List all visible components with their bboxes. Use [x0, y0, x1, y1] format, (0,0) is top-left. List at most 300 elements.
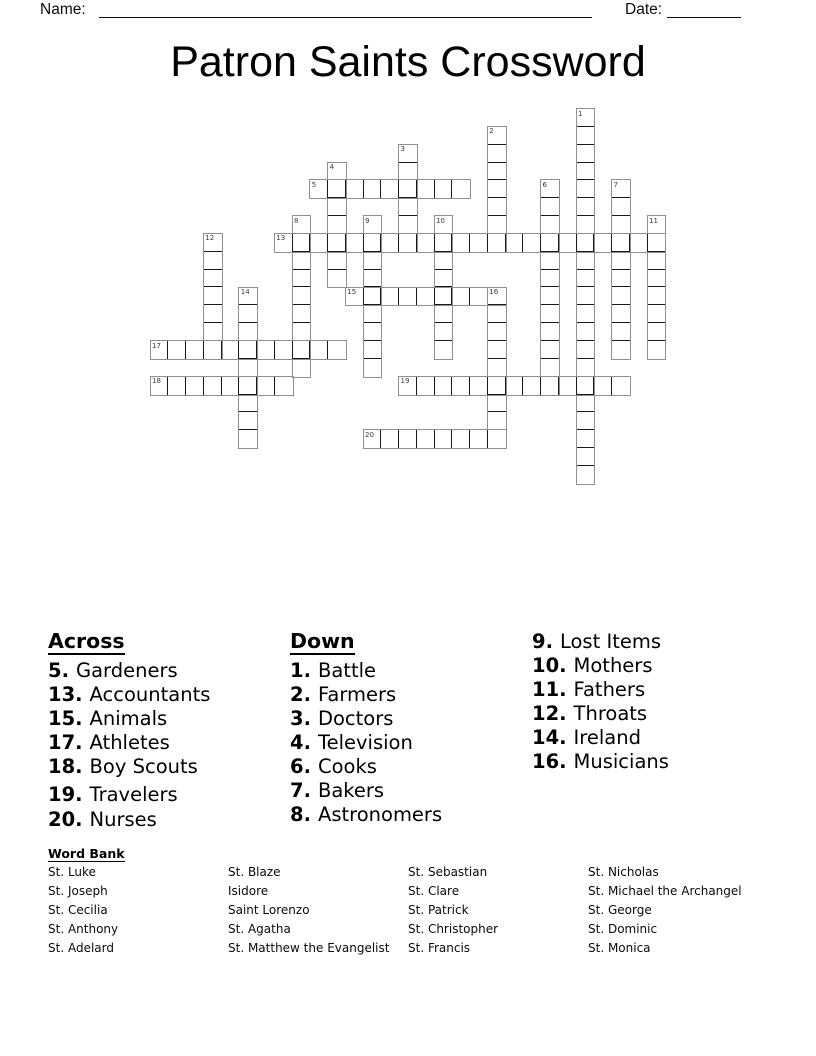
grid-cell-r6-c8[interactable]	[293, 216, 311, 234]
grid-cell-r15-c16[interactable]	[435, 377, 453, 395]
grid-cell-number: 10	[436, 216, 445, 225]
grid-cell-r7-c18[interactable]	[470, 234, 488, 252]
grid-cell-r18-c12[interactable]	[364, 430, 382, 448]
grid-cell-r14-c19[interactable]	[488, 359, 506, 377]
grid-cell-r8-c22[interactable]	[541, 252, 559, 270]
clue-18	[48, 755, 290, 779]
grid-cell-r7-c19[interactable]	[488, 234, 506, 252]
grid-cell-r6-c24[interactable]	[577, 216, 595, 234]
down-clues-column	[290, 629, 532, 827]
grid-cell-number: 16	[489, 288, 499, 296]
grid-cell-r14-c22[interactable]	[541, 359, 559, 377]
grid-cell-r7-c17[interactable]	[452, 234, 470, 252]
grid-cell-r17-c19[interactable]	[488, 412, 506, 430]
grid-cell-r7-c16[interactable]	[435, 234, 453, 252]
grid-cell-r4-c17[interactable]	[452, 180, 470, 198]
grid-cell-r10-c17[interactable]	[452, 288, 470, 306]
grid-cell-number: 3	[400, 145, 405, 154]
grid-cell-r9-c28[interactable]	[648, 270, 666, 288]
down-clue-list-continued	[532, 630, 774, 774]
clue-text: Ireland	[573, 726, 641, 749]
word-bank-item: St. Christopher	[408, 921, 499, 936]
grid-cell-r13-c0[interactable]	[151, 341, 169, 359]
word-15-across	[345, 287, 507, 307]
clue-number: 14.	[532, 726, 567, 749]
grid-cell-r18-c18[interactable]	[470, 430, 488, 448]
grid-cell-r11-c26[interactable]	[612, 305, 630, 323]
word-20-across	[363, 429, 507, 449]
word-bank-item: St. Dominic	[588, 921, 658, 936]
grid-cell-r10-c15[interactable]	[417, 288, 435, 306]
grid-cell-r7-c12[interactable]	[364, 234, 382, 252]
grid-cell-r13-c4[interactable]	[222, 341, 240, 359]
word-5-across	[309, 179, 471, 199]
grid-cell-r12-c22[interactable]	[541, 323, 559, 341]
grid-cell-r5-c10[interactable]	[328, 198, 346, 216]
clue-number: 15.	[48, 707, 83, 730]
grid-cell-r12-c19[interactable]	[488, 323, 506, 341]
word-bank-item: St. Blaze	[228, 865, 281, 879]
grid-cell-r4-c9[interactable]	[310, 180, 328, 198]
clue-text: Astronomers	[317, 803, 443, 826]
word-bank-column-1	[48, 863, 233, 958]
word-14-down	[238, 287, 258, 450]
word-7-down	[611, 179, 631, 359]
word-16-down	[487, 287, 507, 450]
grid-cell-r8-c28[interactable]	[648, 252, 666, 270]
word-bank-item: St. Matthew the Evangelist	[228, 940, 390, 955]
grid-cell-r4-c11[interactable]	[346, 180, 364, 198]
grid-cell-r15-c5[interactable]	[239, 377, 257, 395]
grid-cell-r17-c24[interactable]	[577, 412, 595, 430]
grid-cell-r7-c9[interactable]	[310, 234, 328, 252]
clue-number: 20.	[48, 808, 83, 831]
grid-cell-r8-c26[interactable]	[612, 252, 630, 270]
grid-cell-r4-c22[interactable]	[541, 180, 559, 198]
word-19-across	[398, 376, 631, 396]
grid-cell-r7-c8[interactable]	[293, 234, 311, 252]
clue-text: Nurses	[89, 808, 157, 831]
grid-cell-r15-c25[interactable]	[594, 377, 612, 395]
grid-cell-r12-c26[interactable]	[612, 323, 630, 341]
grid-cell-r4-c24[interactable]	[577, 180, 595, 198]
grid-cell-r2-c19[interactable]	[488, 145, 506, 163]
clue-text: Gardeners	[75, 659, 178, 682]
word-bank-item: St. Cecilia	[48, 902, 108, 917]
word-18-across	[150, 376, 294, 396]
grid-cell-r4-c16[interactable]	[435, 180, 453, 198]
grid-cell-r11-c16[interactable]	[435, 305, 453, 323]
grid-cell-r9-c22[interactable]	[541, 270, 559, 288]
grid-cell-r11-c28[interactable]	[648, 305, 666, 323]
grid-cell-r7-c11[interactable]	[346, 234, 364, 252]
grid-cell-r12-c3[interactable]	[204, 323, 222, 341]
grid-cell-r1-c24[interactable]	[577, 127, 595, 145]
grid-cell-r6-c14[interactable]	[399, 216, 417, 234]
grid-cell-r1-c19[interactable]	[488, 127, 506, 145]
grid-cell-r9-c16[interactable]	[435, 270, 453, 288]
grid-cell-r5-c14[interactable]	[399, 198, 417, 216]
grid-cell-r2-c14[interactable]	[399, 145, 417, 163]
clue-20	[48, 808, 290, 832]
grid-cell-r7-c15[interactable]	[417, 234, 435, 252]
clue-text: Boy Scouts	[89, 755, 198, 778]
grid-cell-r15-c20[interactable]	[506, 377, 524, 395]
grid-cell-r15-c24[interactable]	[577, 377, 595, 395]
grid-cell-r14-c12[interactable]	[364, 359, 382, 377]
grid-cell-number: 4	[329, 163, 334, 172]
grid-cell-r9-c8[interactable]	[293, 270, 311, 288]
grid-cell-r12-c8[interactable]	[293, 323, 311, 341]
clue-8	[290, 803, 532, 827]
grid-cell-number: 1	[578, 109, 583, 118]
grid-cell-r15-c3[interactable]	[204, 377, 222, 395]
grid-cell-r5-c26[interactable]	[612, 198, 630, 216]
grid-cell-r0-c24[interactable]	[577, 109, 595, 127]
grid-cell-r17-c5[interactable]	[239, 412, 257, 430]
grid-cell-r6-c28[interactable]	[648, 216, 666, 234]
grid-cell-r10-c26[interactable]	[612, 287, 630, 305]
clue-text: Travelers	[89, 783, 178, 806]
crossword-grid	[0, 0, 816, 520]
grid-cell-r10-c13[interactable]	[381, 288, 399, 306]
word-bank-item: St. Agatha	[228, 921, 291, 936]
grid-cell-r10-c28[interactable]	[648, 287, 666, 305]
grid-cell-r13-c8[interactable]	[293, 341, 311, 359]
grid-cell-r4-c12[interactable]	[364, 180, 382, 198]
grid-cell-r10-c5[interactable]	[239, 288, 257, 306]
grid-cell-r2-c24[interactable]	[577, 145, 595, 163]
grid-cell-r3-c24[interactable]	[577, 163, 595, 181]
grid-cell-r7-c24[interactable]	[577, 234, 595, 252]
clue-number: 8.	[290, 803, 311, 826]
grid-cell-r7-c28[interactable]	[648, 234, 666, 252]
grid-cell-r15-c19[interactable]	[488, 377, 506, 395]
grid-cell-r13-c6[interactable]	[257, 341, 275, 359]
grid-cell-r13-c28[interactable]	[648, 341, 666, 359]
grid-cell-r14-c5[interactable]	[239, 359, 257, 377]
grid-cell-r7-c14[interactable]	[399, 234, 417, 252]
grid-cell-r18-c15[interactable]	[417, 430, 435, 448]
grid-cell-r15-c2[interactable]	[186, 377, 204, 395]
grid-cell-number: 9	[365, 216, 370, 225]
grid-cell-r14-c8[interactable]	[293, 359, 311, 377]
grid-cell-r7-c21[interactable]	[523, 234, 541, 252]
clue-number: 12.	[532, 702, 567, 725]
grid-cell-r7-c20[interactable]	[506, 234, 524, 252]
grid-cell-r18-c13[interactable]	[381, 430, 399, 448]
word-1-down	[576, 108, 596, 485]
grid-cell-r7-c23[interactable]	[559, 234, 577, 252]
grid-cell-r8-c24[interactable]	[577, 252, 595, 270]
clue-number: 10.	[532, 654, 567, 677]
across-clue-list	[48, 659, 290, 832]
grid-cell-r13-c9[interactable]	[310, 341, 328, 359]
grid-cell-r14-c24[interactable]	[577, 359, 595, 377]
grid-cell-r9-c10[interactable]	[328, 270, 346, 288]
grid-cell-number: 20	[365, 430, 374, 439]
grid-cell-r18-c16[interactable]	[435, 430, 453, 448]
grid-cell-r10-c18[interactable]	[470, 288, 488, 306]
grid-cell-r18-c24[interactable]	[577, 430, 595, 448]
grid-cell-r10-c22[interactable]	[541, 287, 559, 305]
grid-cell-number: 12	[205, 234, 215, 243]
grid-cell-r9-c3[interactable]	[204, 270, 222, 288]
grid-cell-r16-c5[interactable]	[239, 395, 257, 413]
word-bank-item: St. Francis	[408, 940, 471, 955]
word-bank-column-2	[228, 863, 428, 958]
word-bank-item: St. George	[588, 902, 652, 917]
grid-cell-r9-c12[interactable]	[364, 270, 382, 288]
word-bank-column-3	[408, 863, 593, 958]
grid-cell-r11-c24[interactable]	[577, 305, 595, 323]
grid-cell-r5-c24[interactable]	[577, 198, 595, 216]
grid-cell-r3-c14[interactable]	[399, 163, 417, 181]
grid-cell-r15-c17[interactable]	[452, 377, 470, 395]
grid-cell-r15-c14[interactable]	[399, 377, 417, 395]
grid-cell-r15-c6[interactable]	[257, 377, 275, 395]
grid-cell-number: 19	[400, 377, 410, 386]
grid-cell-r15-c15[interactable]	[417, 377, 435, 395]
word-bank-heading: Word Bank	[48, 846, 125, 861]
grid-cell-r6-c16[interactable]	[435, 216, 453, 234]
clue-text: Accountants	[89, 683, 211, 706]
word-bank-item: St. Patrick	[408, 902, 469, 917]
grid-cell-r11-c12[interactable]	[364, 305, 382, 323]
grid-cell-r8-c16[interactable]	[435, 252, 453, 270]
clue-number: 5.	[48, 659, 69, 682]
grid-cell-r5-c19[interactable]	[488, 198, 506, 216]
grid-cell-r13-c2[interactable]	[186, 341, 204, 359]
word-bank-item: Saint Lorenzo	[228, 902, 310, 917]
clue-11	[532, 678, 774, 702]
grid-cell-r20-c24[interactable]	[577, 466, 595, 484]
grid-cell-number: 17	[152, 341, 161, 350]
grid-cell-r9-c26[interactable]	[612, 270, 630, 288]
grid-cell-r13-c3[interactable]	[204, 341, 222, 359]
grid-cell-r10-c16[interactable]	[435, 288, 453, 306]
across-heading: Across	[48, 629, 125, 653]
grid-cell-r6-c12[interactable]	[364, 216, 382, 234]
grid-cell-number: 5	[311, 180, 317, 189]
grid-cell-r10-c11[interactable]	[346, 288, 364, 306]
grid-cell-r7-c27[interactable]	[630, 234, 648, 252]
grid-cell-r12-c24[interactable]	[577, 323, 595, 341]
grid-cell-r8-c10[interactable]	[328, 252, 346, 270]
word-6-down	[540, 179, 560, 395]
grid-cell-r13-c19[interactable]	[488, 341, 506, 359]
clue-13	[48, 683, 290, 707]
clue-text: Bakers	[317, 779, 385, 802]
clue-text: Farmers	[317, 683, 397, 706]
grid-cell-r4-c10[interactable]	[328, 180, 346, 198]
grid-cell-r16-c19[interactable]	[488, 395, 506, 413]
clue-number: 19.	[48, 783, 83, 806]
grid-cell-r7-c22[interactable]	[541, 234, 559, 252]
grid-cell-number: 15	[347, 288, 357, 296]
grid-cell-r11-c22[interactable]	[541, 305, 559, 323]
clue-text: Lost Items	[559, 630, 661, 653]
clue-number: 13.	[48, 683, 83, 706]
grid-cell-number: 2	[489, 127, 494, 136]
grid-cell-number: 8	[294, 216, 299, 225]
grid-cell-r18-c19[interactable]	[488, 430, 506, 448]
grid-cell-number: 14	[240, 288, 250, 296]
clue-number: 1.	[290, 659, 311, 682]
grid-cell-r5-c22[interactable]	[541, 198, 559, 216]
grid-cell-r13-c12[interactable]	[364, 341, 382, 359]
grid-cell-r11-c3[interactable]	[204, 305, 222, 323]
grid-cell-r10-c24[interactable]	[577, 287, 595, 305]
grid-cell-r10-c3[interactable]	[204, 287, 222, 305]
clue-number: 4.	[290, 731, 311, 754]
grid-cell-r3-c19[interactable]	[488, 163, 506, 181]
grid-cell-r12-c5[interactable]	[239, 323, 257, 341]
down-clues-column-continued	[532, 630, 774, 774]
clue-14	[532, 726, 774, 750]
name-label: Name:	[40, 1, 86, 18]
word-bank-item: St. Michael the Archangel	[588, 883, 742, 898]
clue-text: Athletes	[89, 731, 170, 754]
grid-cell-r15-c0[interactable]	[151, 377, 169, 395]
grid-cell-r7-c13[interactable]	[381, 234, 399, 252]
down-heading: Down	[290, 629, 355, 653]
clue-text: Battle	[317, 659, 377, 682]
grid-cell-r15-c18[interactable]	[470, 377, 488, 395]
grid-cell-r13-c16[interactable]	[435, 341, 453, 359]
grid-cell-r13-c1[interactable]	[168, 341, 186, 359]
clue-5	[48, 659, 290, 683]
grid-cell-number: 13	[276, 234, 286, 243]
grid-cell-r18-c17[interactable]	[452, 430, 470, 448]
grid-cell-r15-c22[interactable]	[541, 377, 559, 395]
word-bank-item: St. Sebastian	[408, 865, 488, 879]
grid-cell-r6-c26[interactable]	[612, 216, 630, 234]
clue-text: Mothers	[573, 654, 653, 677]
grid-cell-number: 11	[649, 216, 658, 225]
grid-cell-number: 6	[542, 180, 547, 189]
clue-text: Doctors	[317, 707, 394, 730]
word-bank-item: St. Nicholas	[588, 865, 659, 879]
clue-text: Television	[317, 731, 413, 754]
across-clues-column	[48, 629, 290, 832]
clue-4	[290, 731, 532, 755]
grid-cell-r3-c10[interactable]	[328, 163, 346, 181]
grid-cell-r18-c5[interactable]	[239, 430, 257, 448]
grid-cell-r8-c12[interactable]	[364, 252, 382, 270]
grid-cell-r6-c10[interactable]	[328, 216, 346, 234]
word-bank-item: St. Luke	[48, 865, 96, 879]
grid-cell-r16-c24[interactable]	[577, 395, 595, 413]
clue-9	[532, 630, 774, 654]
page-title: Patron Saints Crossword	[170, 38, 646, 86]
grid-cell-r15-c21[interactable]	[523, 377, 541, 395]
grid-cell-r10-c8[interactable]	[293, 287, 311, 305]
grid-cell-r6-c19[interactable]	[488, 216, 506, 234]
clue-2	[290, 683, 532, 707]
clue-text: Animals	[89, 707, 168, 730]
word-13-across	[274, 233, 667, 253]
grid-cell-r11-c5[interactable]	[239, 305, 257, 323]
date-label: Date:	[625, 1, 663, 18]
grid-cell-number: 7	[613, 180, 618, 189]
grid-cell-r7-c7[interactable]	[275, 234, 293, 252]
clue-number: 6.	[290, 755, 311, 778]
clue-text: Throats	[573, 702, 648, 725]
grid-cell-r11-c8[interactable]	[293, 305, 311, 323]
word-bank-item: Isidore	[228, 883, 269, 898]
grid-cell-r4-c26[interactable]	[612, 180, 630, 198]
grid-cell-r7-c10[interactable]	[328, 234, 346, 252]
grid-cell-r13-c26[interactable]	[612, 341, 630, 359]
grid-cell-r13-c10[interactable]	[328, 341, 346, 359]
grid-cell-r10-c12[interactable]	[364, 288, 382, 306]
grid-cell-r15-c26[interactable]	[612, 377, 630, 395]
word-bank-item: St. Joseph	[48, 883, 108, 898]
grid-cell-r10-c19[interactable]	[488, 288, 506, 306]
grid-cell-r7-c3[interactable]	[204, 234, 222, 252]
grid-cell-r13-c5[interactable]	[239, 341, 257, 359]
grid-cell-r12-c16[interactable]	[435, 323, 453, 341]
clue-number: 18.	[48, 755, 83, 778]
grid-cell-r4-c19[interactable]	[488, 180, 506, 198]
grid-cell-r18-c14[interactable]	[399, 430, 417, 448]
grid-cell-r12-c28[interactable]	[648, 323, 666, 341]
clue-19	[48, 783, 290, 807]
grid-cell-r7-c26[interactable]	[612, 234, 630, 252]
clue-number: 11.	[532, 678, 567, 701]
word-bank	[48, 843, 788, 955]
grid-cell-r15-c4[interactable]	[222, 377, 240, 395]
grid-cell-r13-c24[interactable]	[577, 341, 595, 359]
word-bank-item: St. Monica	[588, 940, 651, 955]
down-clue-list	[290, 659, 532, 827]
grid-cell-r7-c25[interactable]	[594, 234, 612, 252]
clue-15	[48, 707, 290, 731]
clue-number: 9.	[532, 630, 553, 653]
grid-cell-r4-c15[interactable]	[417, 180, 435, 198]
grid-cell-r6-c22[interactable]	[541, 216, 559, 234]
clue-6	[290, 755, 532, 779]
grid-cell-number: 18	[152, 377, 161, 386]
grid-cell-r19-c24[interactable]	[577, 448, 595, 466]
grid-cell-r13-c22[interactable]	[541, 341, 559, 359]
word-bank-item: St. Adelard	[48, 940, 114, 955]
clue-7	[290, 779, 532, 803]
grid-cell-r9-c24[interactable]	[577, 270, 595, 288]
clue-text: Fathers	[573, 678, 646, 701]
clue-text: Musicians	[573, 750, 669, 773]
clue-number: 17.	[48, 731, 83, 754]
grid-cell-r8-c3[interactable]	[204, 252, 222, 270]
clue-text: Cooks	[317, 755, 377, 778]
clue-12	[532, 702, 774, 726]
grid-cell-r15-c1[interactable]	[168, 377, 186, 395]
clue-10	[532, 654, 774, 678]
grid-cell-r8-c8[interactable]	[293, 252, 311, 270]
grid-cell-r13-c7[interactable]	[275, 341, 293, 359]
grid-cell-r12-c12[interactable]	[364, 323, 382, 341]
grid-cell-r10-c14[interactable]	[399, 288, 417, 306]
clue-number: 7.	[290, 779, 311, 802]
grid-cell-r15-c7[interactable]	[275, 377, 293, 395]
grid-cell-r4-c13[interactable]	[381, 180, 399, 198]
word-17-across	[150, 340, 347, 360]
grid-cell-r15-c23[interactable]	[559, 377, 577, 395]
clue-3	[290, 707, 532, 731]
grid-cell-r11-c19[interactable]	[488, 305, 506, 323]
grid-cell-r4-c14[interactable]	[399, 180, 417, 198]
